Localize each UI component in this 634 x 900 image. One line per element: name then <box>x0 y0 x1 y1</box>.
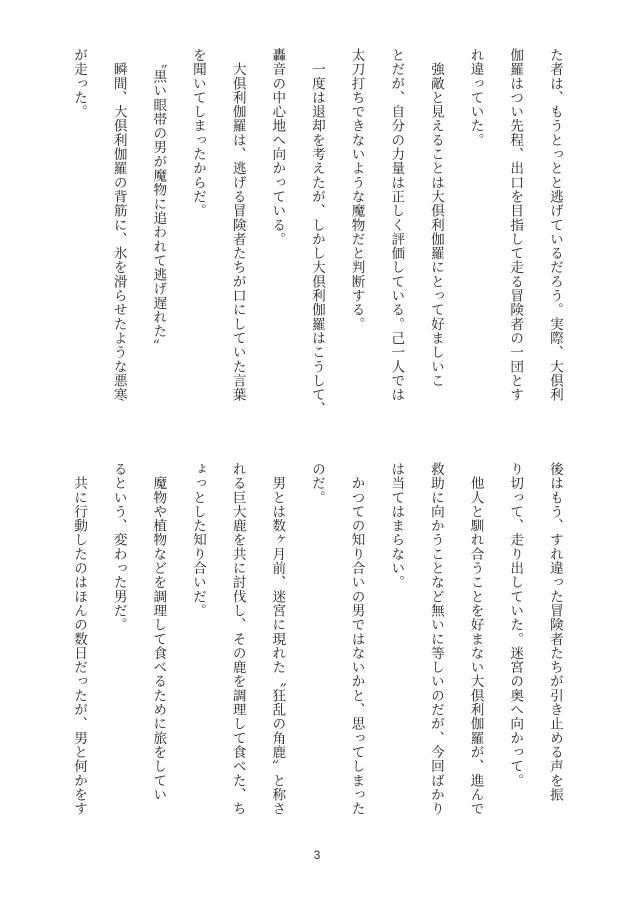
text-column: た者は、もうとっとと逃げているだろう。実際、大倶利 <box>546 48 563 402</box>
text-column: のだ。 <box>308 462 325 505</box>
upper-text-block <box>70 48 564 426</box>
text-column: ょっとした知り合いだ。 <box>189 462 206 618</box>
text-column: が走った。 <box>71 48 87 119</box>
text-column: を聞いてしまったからだ。 <box>189 48 206 218</box>
text-column: 男とは数ヶ月前、迷宮に現れた〝狂乱の角鹿〟と称さ <box>269 462 286 816</box>
text-column: 大倶利伽羅は、逃げる冒険者たちが口にしていた言葉 <box>229 48 246 402</box>
text-column: るという、変わった男だ。 <box>110 462 127 632</box>
text-column: れる巨大鹿を共に討伐し、その鹿を調理して食べた、ち <box>229 462 246 816</box>
text-column: 〝黒い眼帯の男が魔物に追われて逃げ遅れた〟 <box>150 48 167 353</box>
page-number: 3 <box>313 848 321 862</box>
text-column: り切って、走り出していた。迷宮の奥へ向かって。 <box>507 462 524 788</box>
text-column: 強敵と見えることは大倶利伽羅にとって好ましいこ <box>427 48 444 388</box>
text-column: 一度は退却を考えたが、しかし大倶利伽羅はこうして、 <box>308 48 325 416</box>
text-column: れ違っていた。 <box>467 48 484 148</box>
text-column: 魔物や植物などを調理して食べるために旅をしてい <box>150 462 167 802</box>
text-column: は当てはまらない。 <box>388 462 405 590</box>
text-column: 他人と馴れ合うことを好まない大倶利伽羅が、進んで <box>467 462 484 816</box>
text-column: 伽羅はつい先程、出口を目指して走る冒険者の一団とす <box>507 48 524 402</box>
text-column: 共に行動したのはほんの数日だったが、男と何かをす <box>71 462 87 816</box>
lower-text-block <box>70 462 564 840</box>
text-column: 瞬間、大倶利伽羅の背筋に、氷を滑らせたような悪寒 <box>110 48 127 402</box>
text-column: 轟音の中心地へ向かっている。 <box>269 48 286 247</box>
text-column: 救助に向かうことなど無いに等しいのだが、今回ばかり <box>427 462 444 816</box>
text-column: 後はもう、すれ違った冒険者たちが引き止める声を振 <box>546 462 563 802</box>
text-column: とだが、自分の力量は正しく評価している。己一人では <box>388 48 405 402</box>
text-column: 太刀打ちできないような魔物だと判断する。 <box>348 48 365 331</box>
text-column: かつての知り合いの男ではないかと、思ってしまった <box>348 462 365 816</box>
